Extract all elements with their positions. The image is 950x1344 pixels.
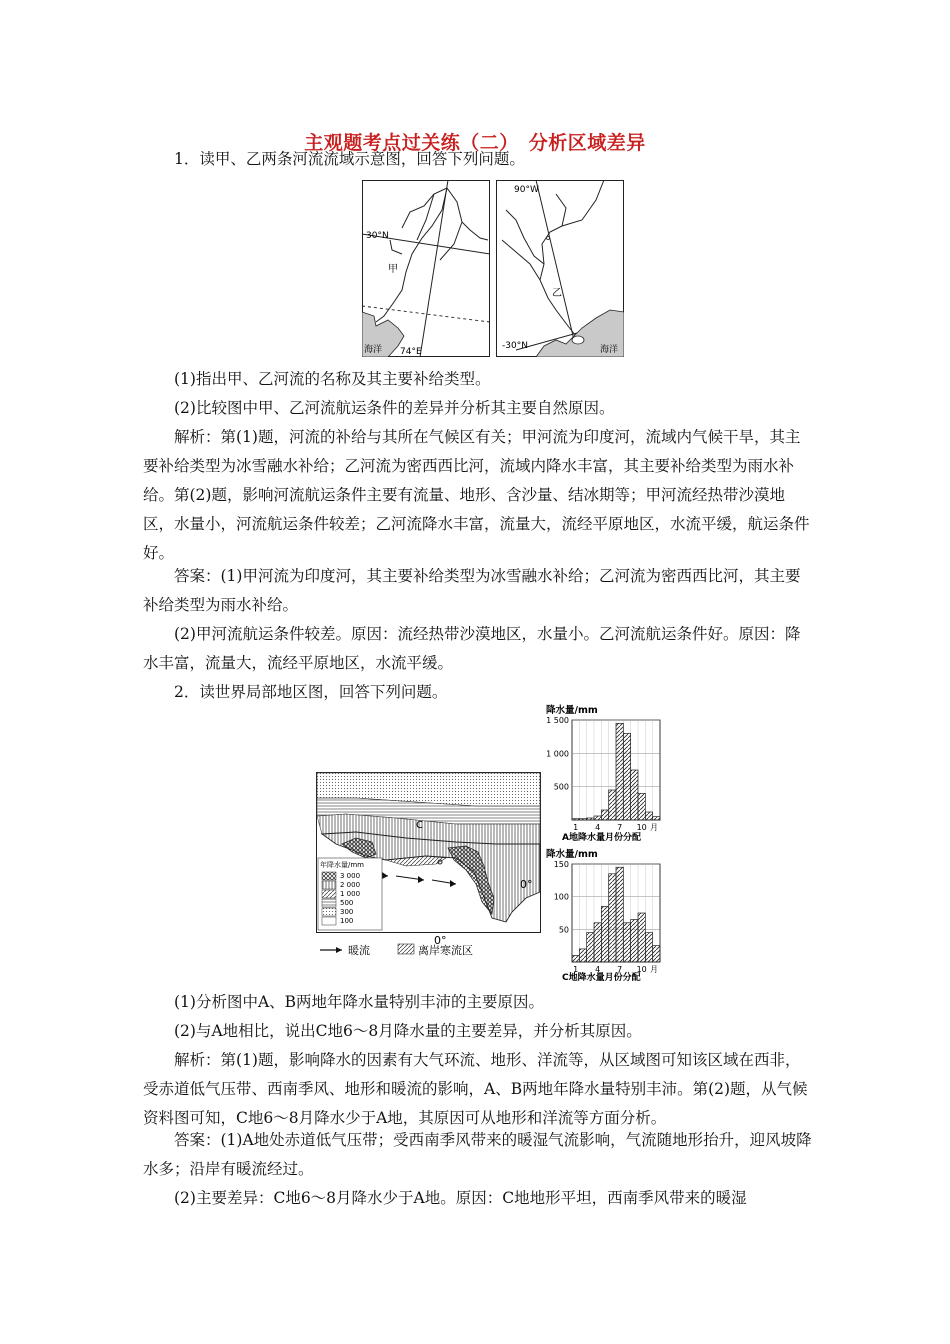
y-tick-label: 500 [553,782,569,792]
legend-val-5: 100 [340,917,354,925]
q1-analysis: 解析：第(1)题，河流的补给与其所在气候区有关；甲河流为印度河，流域内气候干旱，其主要补给类型为冰雪融水补给；乙河流为密西西比河，流域内降水丰富，其主要补给类型为雨水补给。第(2)题，影响河流航运条件主要有流量、地形、含沙量、结冰期等；甲河流经热带沙漠地区，水量小，河流航运条件较差；乙河流降水丰富，流量大，流经平原地区，水流平缓，航运条件好。 [143,428,810,562]
q2-sub2: (2)与A地相比，说出C地6～8月降水量的主要差异，并分析其原因。 [174,1022,642,1040]
y-tick-label: 50 [558,925,569,935]
bar-month-10 [638,793,645,820]
q1-stem: 1．读甲、乙两条河流流域示意图，回答下列问题。 [174,150,525,168]
warm-current-arrow-icon [336,947,342,953]
river-label-jia: 甲 [388,264,398,275]
page-title: 主观题考点过关练（二） 分析区域差异 [304,132,646,154]
bar-month-3 [587,818,594,820]
x-axis-label: 月 [650,823,658,832]
q2-analysis: 解析：第(1)题，影响降水的因素有大气环流、地形、洋流等，从区域图可知该区域在西非，受赤道低气压带、西南季风、地形和暖流的影响，A、B两地年降水量特别丰沛。第(2)题，从气候资料图可知，C地6～8月降水少于A地，其原因可从地形和洋流等方面分析。 [143,1051,808,1127]
y-tick-label: 150 [553,860,569,869]
chart-c-ylabel: 降水量/mm [546,849,598,860]
q1-answer2: (2)甲河流航运条件较差。原因：流经热带沙漠地区，水量小。乙河流航运条件好。原因：降水丰富，流量大，流经平原地区，水流平缓。 [143,625,801,672]
bar-month-6 [609,790,616,820]
label-meridian-0: 0° [434,934,447,947]
chart-c-title: C地降水量月份分配 [562,973,641,983]
map-west-africa [316,772,541,960]
legend-precip-title: 年降水量/mm [320,861,364,869]
legend-val-4: 300 [340,908,354,916]
y-tick-label: 1 500 [546,716,569,725]
bar-month-11 [645,933,652,962]
chart-a-ylabel: 降水量/mm [546,705,598,716]
bar-month-4 [594,816,601,820]
bar-month-11 [645,812,652,820]
legend-warm-current: 暖流 [348,944,370,957]
legend-val-3: 500 [340,899,354,907]
bar-month-8 [623,733,630,820]
bar-month-1 [572,819,579,820]
label-c: C [416,820,423,831]
x-axis-label: 月 [650,965,658,974]
q1-sub1: (1)指出甲、乙河流的名称及其主要补给类型。 [174,370,491,388]
chart-a-precipitation [540,702,672,844]
x-tick-label: 10 [636,965,647,974]
q1-answer1: 答案：(1)甲河流为印度河，其主要补给类型为冰雪融水补给；乙河流为密西西比河，其主要补给类型为雨水补给。 [143,567,801,614]
map-river-yi [496,180,624,357]
bar-month-1 [572,955,579,962]
bar-month-9 [631,920,638,962]
bar-month-8 [623,923,630,962]
q2-stem: 2．读世界局部地区图，回答下列问题。 [174,683,448,701]
label-equator-0: 0° [520,878,533,891]
sea-label-right: 海洋 [600,345,619,355]
x-tick-label: 4 [595,965,601,974]
bar-month-4 [594,923,601,962]
bar-month-12 [653,817,660,820]
bar-month-9 [631,770,638,820]
legend-val-2: 1 000 [340,890,361,898]
sea-label-left: 海洋 [364,345,383,355]
legend-val-0: 3 000 [340,872,361,880]
y-tick-label: 100 [553,892,569,902]
y-tick-label: 1 000 [546,749,569,759]
chart-a-title: A地降水量月份分配 [562,833,641,843]
bar-month-7 [616,723,623,820]
bar-month-3 [587,933,594,962]
legend-cold-current: 离岸寒流区 [418,944,473,957]
bar-month-2 [579,949,586,962]
bar-month-5 [601,906,608,962]
bar-month-7 [616,867,623,962]
bar-month-10 [638,913,645,962]
x-tick-label: 10 [636,823,647,832]
lon-label-74e: 74°E [400,347,422,357]
lon-label-90w: 90°W [514,185,539,195]
map-river-jia [362,180,490,357]
bar-month-6 [609,874,616,962]
q2-answer1: 答案：(1)A地处赤道低气压带；受西南季风带来的暖湿气流影响，气流随地形抬升，迎风坡降水多；沿岸有暖流经过。 [143,1131,812,1178]
q2-answer2: (2)主要差异：C地6～8月降水少于A地。原因：C地地形平坦，西南季风带来的暖湿 [174,1189,747,1207]
river-label-yi: 乙 [552,288,562,299]
legend-val-1: 2 000 [340,881,361,889]
chart-c-precipitation [540,846,672,986]
lat-label-30n-right: -30°N [502,341,528,351]
x-tick-label: 4 [595,823,601,832]
x-tick-label: 1 [573,823,579,832]
bar-month-2 [579,819,586,820]
x-tick-label: 1 [573,965,579,974]
x-tick-label: 7 [617,823,623,832]
x-tick-label: 7 [617,965,623,974]
lat-label-30n: 30°N [366,231,389,241]
q2-sub1: (1)分析图中A、B两地年降水量特别丰沛的主要原因。 [174,993,545,1011]
bar-month-12 [653,946,660,962]
bar-month-5 [601,810,608,820]
q1-sub2: (2)比较图中甲、乙河流航运条件的差异并分析其主要自然原因。 [174,399,615,417]
